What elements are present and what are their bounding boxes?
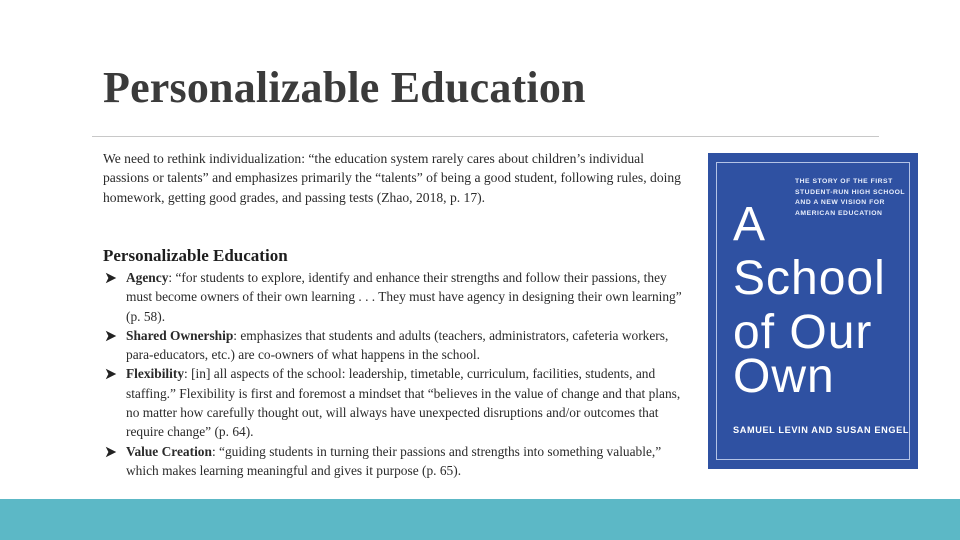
bullet-term: Value Creation [126, 443, 212, 459]
bullet-term: Flexibility [126, 366, 185, 382]
bullet-term: Agency [126, 270, 169, 285]
arrow-bullet-icon [103, 329, 119, 343]
list-item [103, 364, 688, 441]
book-title-line: Own [733, 350, 835, 403]
bullet-list [103, 268, 688, 480]
slide-title: Personalizable Education [103, 63, 586, 112]
book-title-line: School [733, 252, 886, 305]
bullet-text: : “guiding students in turning their passions and strengths into something valuable,” which makes learning meaningful and gives it purpose (p. 65). [126, 443, 662, 478]
arrow-bullet-icon [103, 367, 119, 381]
list-item [103, 268, 688, 326]
title-divider [92, 136, 879, 137]
arrow-bullet-icon [103, 271, 119, 285]
book-cover-image [708, 153, 918, 469]
bullet-text: : “for students to explore, identify and enhance their strengths and follow their passions, they must become owners of their own learning . . . They must have agency in designing their own learning” (p. 58). [126, 270, 682, 324]
arrow-bullet-icon [103, 445, 119, 459]
intro-paragraph: We need to rethink individualization: “the education system rarely cares about children’s individual passions or talents” and emphasizes primarily the “talents” of being a good student, following rules, doing homework, getting good grades, and passing tests (Zhao, 2018, p. 17). [103, 151, 681, 205]
bullet-text: : emphasizes that students and adults (teachers, administrators, cafeteria workers, para-educators, etc.) are co-owners of what happens in the school. [126, 327, 669, 363]
book-tagline: THE STORY OF THE FIRST STUDENT-RUN HIGH SCHOOL AND A NEW VISION FOR AMERICAN EDUCATION [795, 178, 905, 217]
list-item [103, 442, 688, 481]
bullet-term: Shared Ownership [126, 327, 234, 343]
list-item [103, 326, 688, 365]
bottom-accent-bar [0, 499, 960, 540]
book-cover-frame [716, 162, 910, 460]
book-authors: SAMUEL LEVIN AND SUSAN ENGEL [733, 425, 910, 435]
book-title-line: of Our [733, 306, 873, 359]
bullet-text: : [in] all aspects of the school: leadership, timetable, curriculum, facilities, students, and staffing.” Flexibility is first and foremost a mindset that “believes in the value of change and that plans, no matter how carefully thought out, will always have unexpected disruptions and/or outcomes that require change” (p. 64). [126, 366, 681, 440]
book-title-line: A [733, 198, 767, 251]
section-subheading: Personalizable Education [103, 246, 288, 265]
